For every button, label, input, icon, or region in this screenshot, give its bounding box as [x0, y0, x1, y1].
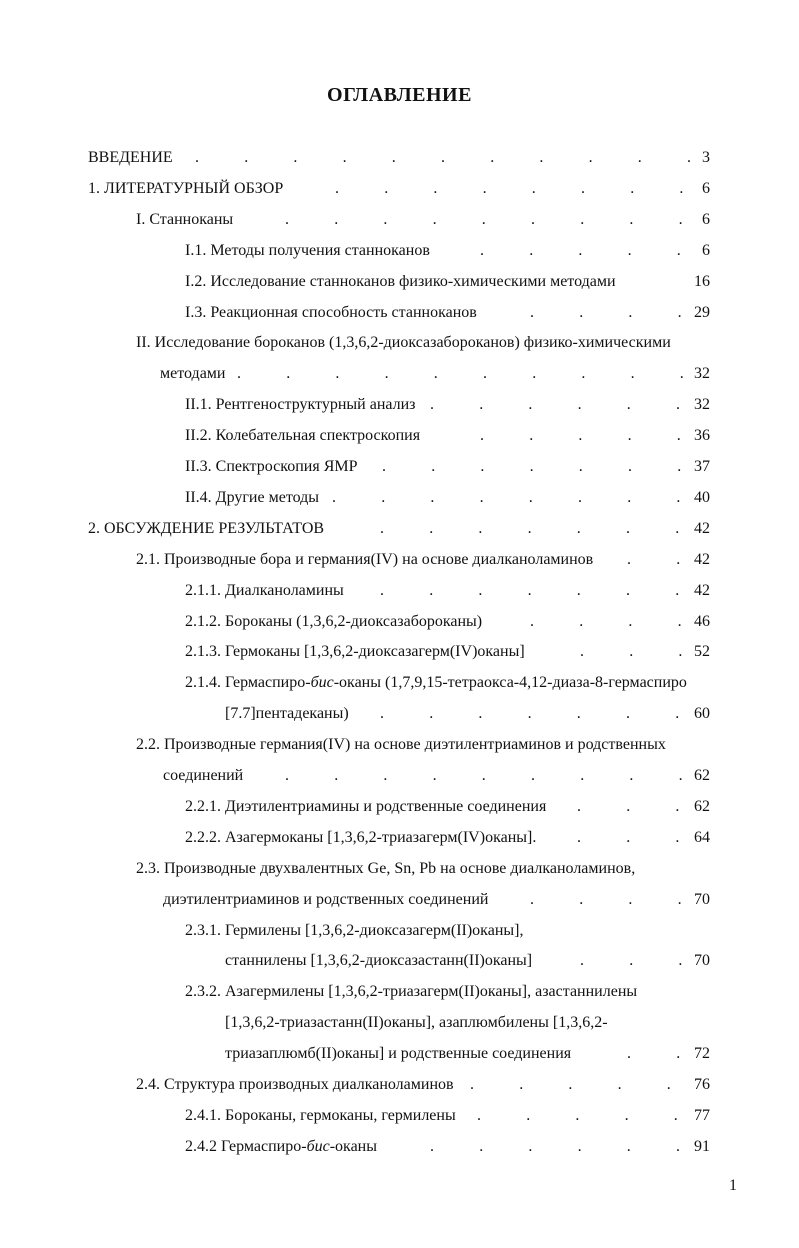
toc-entry-title-part: 2.1.4. Гермаспиро- [185, 674, 311, 691]
toc-entry [185, 795, 710, 819]
leader-dot: . [626, 582, 630, 599]
toc-entry [185, 270, 710, 294]
leader-dot: . [391, 149, 396, 166]
leader-dot: . [527, 705, 532, 722]
leader-dot: . [335, 365, 340, 382]
leader-dot: . [530, 613, 534, 630]
toc-entry [185, 919, 710, 943]
leader-dot: . [383, 767, 388, 784]
toc-entry-page: 32 [694, 396, 710, 413]
toc-entry [160, 362, 710, 386]
leader-dot: . [626, 705, 630, 722]
toc-entry [136, 857, 710, 881]
leader-dot: . [630, 180, 635, 197]
toc-entry-title: соединений [163, 767, 244, 784]
toc-entry [225, 949, 710, 973]
toc-entry-title: 2.3. Производные двухвалентных Ge, Sn, Pb на основе диалканоламинов, [136, 860, 636, 877]
leader-dot: . [479, 396, 484, 413]
toc-entry-page: 6 [702, 211, 710, 228]
toc-entry [136, 548, 710, 572]
toc-entry-title: [7.7]пентадеканы) [225, 705, 349, 722]
leader-dot: . [531, 180, 536, 197]
leader-dot: . [678, 767, 683, 784]
toc-entry-title: 2.4. Структура производных диалканоламинов [136, 1076, 454, 1093]
leader-dot: . [578, 489, 582, 506]
toc-entry-title: ВВЕДЕНИЕ [88, 149, 173, 166]
leader-dot: . [532, 365, 537, 382]
leader-dot: . [588, 149, 593, 166]
leader-dot: . [539, 149, 544, 166]
toc-entry-page: 42 [694, 582, 710, 599]
leader-dot: . [676, 242, 681, 259]
leader-dot: . [483, 365, 487, 382]
leader-dot: . [675, 798, 680, 815]
toc-entry-page: 72 [694, 1045, 710, 1062]
leader-dot: . [478, 705, 483, 722]
leader-dot: . [628, 304, 633, 321]
leader-dot: . [384, 365, 389, 382]
leader-dot: . [527, 582, 532, 599]
toc-entry-page: 37 [694, 458, 710, 475]
leader-dot: . [679, 180, 684, 197]
toc-entry-page: 64 [694, 829, 710, 846]
leader-dot: . [580, 643, 584, 660]
leader-dot: . [626, 829, 631, 846]
toc-entry [185, 671, 710, 695]
toc-entry [185, 640, 710, 664]
leader-dot: . [195, 149, 199, 166]
toc-entry-title: I. Станноканы [136, 211, 234, 228]
leader-dot: . [332, 489, 336, 506]
toc-entry-title-part: -оканы [329, 1138, 377, 1155]
leader-dot: . [626, 1138, 631, 1155]
toc-entry-title-part: 2.4.2 Гермаспиро- [185, 1138, 307, 1155]
leader-dot: . [568, 1076, 573, 1093]
leader-dot: . [432, 767, 437, 784]
leader-dot: . [335, 180, 339, 197]
leader-dot: . [678, 643, 683, 660]
toc-entry-title-part: -оканы (1,7,9,15-тетраокса-4,12-диаза-8-гермаспиро [333, 674, 687, 691]
leader-dot: . [675, 582, 680, 599]
toc-entry-page: 40 [694, 489, 710, 506]
toc-entry-title: методами [160, 365, 226, 382]
leader-dot: . [478, 582, 483, 599]
toc-entry [163, 764, 710, 788]
toc-entry-title: I.3. Реакционная способность станноканов [185, 304, 477, 321]
toc-entry [185, 486, 710, 510]
toc-entry [225, 1042, 710, 1066]
leader-dot: . [380, 582, 384, 599]
toc-entry [185, 610, 710, 634]
leader-dot: . [481, 767, 486, 784]
leader-dot: . [429, 705, 434, 722]
toc-entry-page: 16 [694, 273, 710, 290]
toc-entry-title: II.1. Рентгеноструктурный анализ [185, 396, 416, 413]
leader-dot: . [677, 304, 682, 321]
toc-entry-title: 2.2.2. Азагермоканы [1,3,6,2-триазагерм(IV)оканы]. [185, 829, 537, 846]
leader-dot: . [490, 149, 495, 166]
leader-dot: . [578, 427, 583, 444]
leader-dot: . [578, 458, 583, 475]
toc-entry [136, 331, 710, 355]
leader-dot: . [244, 149, 249, 166]
toc-entry-title: диэтилентриаминов и родственных соединений [163, 891, 489, 908]
toc-entry-page: 42 [694, 520, 710, 537]
leader-dot: . [381, 489, 386, 506]
leader-dot: . [480, 242, 484, 259]
leader-dot: . [429, 520, 434, 537]
leader-dot: . [627, 1045, 631, 1062]
leader-dot: . [628, 891, 633, 908]
leader-dot: . [577, 1138, 582, 1155]
leader-dot: . [528, 1138, 533, 1155]
toc-entry-title: 2.3.2. Азагермилены [1,3,6,2-триазагерм(II)оканы], азастаннилены [185, 983, 638, 1000]
leader-dot: . [429, 582, 434, 599]
toc-entry-page: 6 [702, 242, 710, 259]
leader-dot: . [676, 1045, 681, 1062]
toc-entry-page: 6 [702, 180, 710, 197]
leader-dot: . [529, 242, 534, 259]
toc-entry [185, 393, 710, 417]
toc-entry-page: 42 [694, 551, 710, 568]
toc-entry [136, 733, 710, 757]
leader-dot: . [627, 551, 631, 568]
toc-entry [185, 301, 710, 325]
leader-dot: . [578, 242, 583, 259]
leader-dot: . [527, 520, 532, 537]
leader-dot: . [528, 489, 533, 506]
leader-dot: . [380, 705, 384, 722]
leader-dot: . [334, 211, 339, 228]
leader-dot: . [576, 582, 581, 599]
toc-entry-page: 36 [694, 427, 710, 444]
leader-dot: . [581, 365, 586, 382]
leader-dot: . [433, 180, 438, 197]
toc-entry-title: II.2. Колебательная спектроскопия [185, 427, 421, 444]
leader-dot: . [679, 365, 684, 382]
leader-dot: . [575, 1107, 580, 1124]
leader-dot: . [580, 211, 585, 228]
leader-dot: . [285, 767, 289, 784]
leader-dot: . [676, 489, 681, 506]
toc-entry-page: 77 [694, 1107, 710, 1124]
toc-entry [185, 455, 710, 479]
leader-dot: . [478, 520, 483, 537]
leader-dot: . [384, 180, 389, 197]
leader-dot: . [482, 180, 487, 197]
leader-dot: . [526, 1107, 531, 1124]
leader-dot: . [628, 458, 632, 475]
toc-entry [185, 826, 710, 850]
leader-dot: . [677, 891, 682, 908]
leader-dot: . [383, 211, 388, 228]
leader-dot: . [477, 1107, 481, 1124]
leader-dot: . [470, 1076, 474, 1093]
toc-entry-title: 2.2. Производные германия(IV) на основе диэтилентриаминов и родственных [136, 736, 666, 753]
leader-dot: . [666, 1076, 671, 1093]
leader-dot: . [576, 705, 581, 722]
leader-dot: . [480, 427, 484, 444]
toc-entry-title-italic: бис [310, 674, 334, 691]
leader-dot: . [380, 520, 384, 537]
leader-dot: . [630, 365, 635, 382]
leader-dot: . [626, 798, 631, 815]
leader-dot: . [627, 427, 632, 444]
leader-dot: . [678, 952, 683, 969]
leader-dot: . [678, 211, 683, 228]
toc-entry [88, 517, 710, 541]
toc-entry-title: [1,3,6,2-триазастанн(II)оканы], азаплюмбилены [1,3,6,2- [225, 1014, 608, 1031]
toc-entry-page: 91 [694, 1138, 710, 1155]
toc-entry-title: 2.2.1. Диэтилентриамины и родственные соединения [185, 798, 547, 815]
toc-entry-title [185, 671, 687, 695]
leader-dot: . [531, 211, 535, 228]
toc-entry-title: 2. ОБСУЖДЕНИЕ РЕЗУЛЬТАТОВ [88, 520, 325, 537]
toc-entry-title: I.2. Исследование станноканов физико-химическими методами [185, 273, 616, 290]
leader-dot: . [481, 211, 486, 228]
leader-dot: . [529, 427, 534, 444]
leader-dot: . [629, 211, 634, 228]
leader-dot: . [580, 952, 584, 969]
leader-dot: . [627, 242, 632, 259]
toc-entry-page: 62 [694, 798, 710, 815]
leader-dot: . [433, 365, 438, 382]
leader-dot: . [627, 489, 632, 506]
toc-entry-page: 32 [694, 365, 710, 382]
leader-dot: . [430, 396, 434, 413]
toc-entry-page: 29 [694, 304, 710, 321]
leader-dot: . [676, 396, 680, 413]
leader-dot: . [529, 458, 534, 475]
leader-dot: . [580, 767, 585, 784]
toc-entry [88, 177, 710, 201]
leader-dot: . [577, 396, 582, 413]
toc-entry-title: станнилены [1,3,6,2-диоксазастанн(II)оканы] [225, 952, 533, 969]
leader-dot: . [628, 613, 633, 630]
leader-dot: . [286, 365, 291, 382]
leader-dot: . [479, 489, 484, 506]
toc-entry-page: 3 [702, 149, 710, 166]
leader-dot: . [629, 767, 634, 784]
toc-title: ОГЛАВЛЕНИЕ [327, 84, 472, 106]
leader-dot: . [617, 1076, 622, 1093]
leader-dot: . [579, 304, 584, 321]
leader-dot: . [675, 829, 680, 846]
toc-entry-title: 2.1.2. Бороканы (1,3,6,2-диоксазабороканы) [185, 613, 483, 630]
leader-dot: . [581, 180, 585, 197]
toc-entry-page: 60 [694, 705, 710, 722]
toc-entry-title: II.3. Спектроскопия ЯМР [185, 458, 358, 475]
toc-entry-title: 2.1. Производные бора и германия(IV) на основе диалканоламинов [136, 551, 594, 568]
leader-dot: . [334, 767, 339, 784]
leader-dot: . [626, 396, 631, 413]
leader-dot: . [676, 551, 681, 568]
leader-dot: . [629, 952, 634, 969]
leader-dot: . [531, 767, 535, 784]
leader-dot: . [293, 149, 298, 166]
toc-entry-title: II. Исследование бороканов (1,3,6,2-диоксазабороканов) физико-химическими [136, 334, 671, 351]
toc-entry [185, 424, 710, 448]
toc-entry [225, 702, 710, 726]
toc-entry-title: 2.1.3. Гермоканы [1,3,6,2-диоксазагерм(IV)оканы] [185, 643, 525, 660]
toc-entry [185, 980, 710, 1004]
toc-entry [163, 888, 710, 912]
leader-dot: . [629, 643, 634, 660]
toc-entry [136, 208, 710, 232]
leader-dot: . [637, 149, 642, 166]
leader-dot: . [577, 798, 581, 815]
toc-entry-page: 46 [694, 613, 710, 630]
toc-entry [136, 1073, 710, 1097]
toc-entry-title: 2.1.1. Диалканоламины [185, 582, 344, 599]
toc-entry [185, 239, 710, 263]
leader-dot: . [576, 520, 581, 537]
leader-dot: . [579, 891, 584, 908]
toc-entry [88, 146, 710, 170]
toc-entry [185, 1104, 710, 1128]
leader-dot: . [677, 613, 682, 630]
leader-dot: . [528, 396, 533, 413]
leader-dot: . [480, 458, 485, 475]
page-number: 1 [729, 1177, 737, 1194]
toc-entry-title [185, 1135, 377, 1159]
leader-dot: . [577, 829, 581, 846]
toc-entry-title: I.1. Методы получения станноканов [185, 242, 430, 259]
leader-dot: . [676, 1138, 680, 1155]
leader-dot: . [673, 1107, 678, 1124]
leader-dot: . [676, 427, 681, 444]
toc-entry-title: 2.3.1. Гермилены [1,3,6,2-диоксазагерм(II)оканы], [185, 922, 524, 939]
toc-entry [225, 1011, 710, 1035]
leader-dot: . [430, 1138, 434, 1155]
leader-dot: . [237, 365, 241, 382]
toc-entry-title-italic: бис [306, 1138, 330, 1155]
toc-entry-title: 1. ЛИТЕРАТУРНЫЙ ОБЗОР [88, 180, 284, 197]
toc-entry-title: триазаплюмб(II)оканы] и родственные соединения [225, 1045, 572, 1062]
leader-dot: . [431, 458, 436, 475]
leader-dot: . [382, 458, 386, 475]
toc-entry [185, 579, 710, 603]
leader-dot: . [285, 211, 289, 228]
toc-entry [185, 1135, 710, 1159]
leader-dot: . [687, 149, 691, 166]
leader-dot: . [441, 149, 445, 166]
leader-dot: . [675, 520, 680, 537]
leader-dot: . [626, 520, 630, 537]
leader-dot: . [530, 304, 534, 321]
leader-dot: . [579, 613, 584, 630]
leader-dot: . [519, 1076, 524, 1093]
toc-entry-title: 2.4.1. Бороканы, гермоканы, гермилены [185, 1107, 456, 1124]
leader-dot: . [479, 1138, 484, 1155]
toc-entry-page: 52 [694, 643, 710, 660]
leader-dot: . [624, 1107, 629, 1124]
toc-entry-page: 62 [694, 767, 710, 784]
toc-entry-page: 70 [694, 891, 710, 908]
toc-entry-page: 70 [694, 952, 710, 969]
leader-dot: . [677, 458, 682, 475]
leader-dot: . [430, 489, 435, 506]
leader-dot: . [342, 149, 347, 166]
leader-dot: . [530, 891, 534, 908]
toc-entry-page: 76 [694, 1076, 710, 1093]
leader-dot: . [432, 211, 437, 228]
leader-dot: . [675, 705, 680, 722]
toc-entry-title: II.4. Другие методы [185, 489, 320, 506]
